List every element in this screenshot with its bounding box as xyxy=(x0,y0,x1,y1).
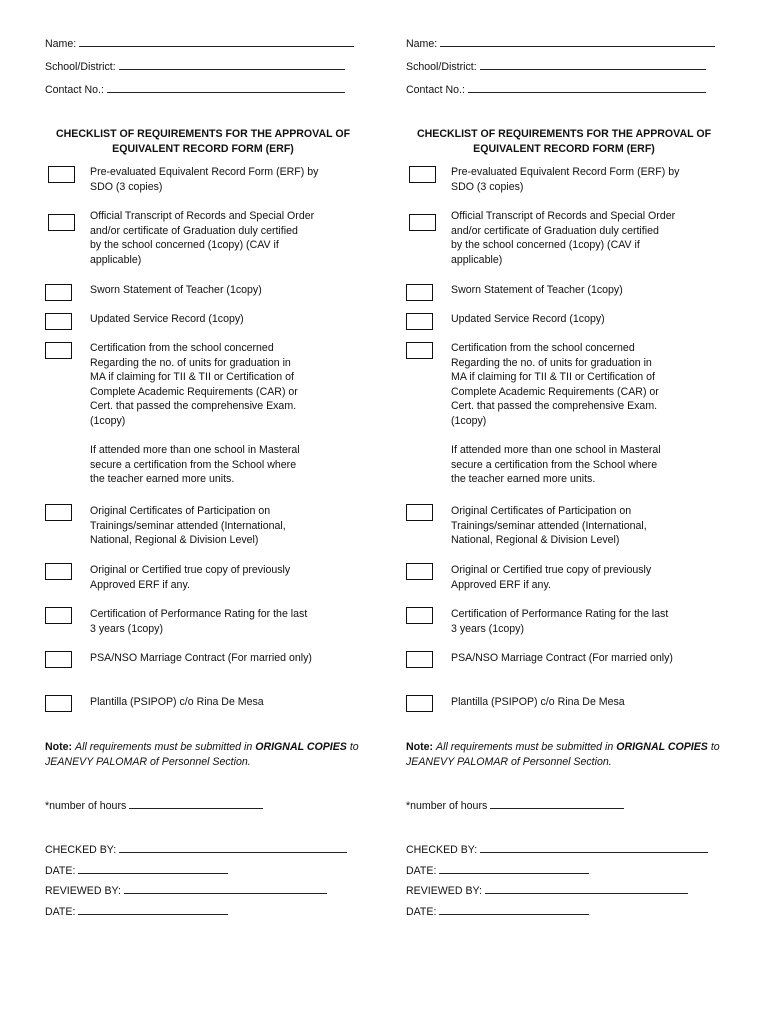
checklist-title: CHECKLIST OF REQUIREMENTS FOR THE APPROVAL OF EQUIVALENT RECORD FORM (ERF) xyxy=(55,128,351,155)
name-field[interactable] xyxy=(406,36,715,50)
checkbox-erf[interactable] xyxy=(48,166,75,183)
item-approved-erf: Original or Certified true copy of previously Approved ERF if any. xyxy=(451,564,652,591)
item-sworn-statement: Sworn Statement of Teacher (1copy) xyxy=(90,284,262,296)
school-district-label: School/District: xyxy=(406,61,477,73)
name-label: Name: xyxy=(45,38,77,50)
reviewed-by-line[interactable] xyxy=(485,883,688,894)
date-label: DATE: xyxy=(45,865,76,877)
item-sworn-statement: Sworn Statement of Teacher (1copy) xyxy=(451,284,623,296)
submission-note xyxy=(406,740,724,769)
date-line[interactable] xyxy=(78,863,228,874)
item-certificates-participation: Original Certificates of Participation on Trainings/seminar attended (International, National, Regional & Division Level) xyxy=(451,505,647,547)
contact-field[interactable] xyxy=(45,82,345,96)
item-approved-erf: Original or Certified true copy of previously Approved ERF if any. xyxy=(90,564,291,591)
checked-by-label: CHECKED BY: xyxy=(406,844,478,856)
item-plantilla: Plantilla (PSIPOP) c/o Rina De Mesa xyxy=(90,696,264,708)
hours-label: *number of hours xyxy=(45,800,127,812)
item-certificates-participation: Original Certificates of Participation on Trainings/seminar attended (International, National, Regional & Division Level) xyxy=(90,505,286,547)
hours-line[interactable] xyxy=(490,798,624,809)
hours-label: *number of hours xyxy=(406,800,488,812)
checkbox-marriage-contract[interactable] xyxy=(406,651,433,668)
item-marriage-contract: PSA/NSO Marriage Contract (For married only) xyxy=(90,652,312,664)
item-transcript: Official Transcript of Records and Special Order and/or certificate of Graduation duly certified by the school concerned (1copy) (CAV if applicable) xyxy=(90,210,315,266)
checklist-title: CHECKLIST OF REQUIREMENTS FOR THE APPROVAL OF EQUIVALENT RECORD FORM (ERF) xyxy=(416,128,712,155)
checkbox-certification-units[interactable] xyxy=(45,342,72,359)
item-erf: Pre-evaluated Equivalent Record Form (ERF) by SDO (3 copies) xyxy=(90,166,319,193)
item-plantilla: Plantilla (PSIPOP) c/o Rina De Mesa xyxy=(451,696,625,708)
contact-line[interactable] xyxy=(468,82,706,93)
date-line[interactable] xyxy=(439,863,589,874)
school-district-field[interactable] xyxy=(406,59,706,73)
school-district-line[interactable] xyxy=(480,59,706,70)
checkbox-certification-units[interactable] xyxy=(406,342,433,359)
checkbox-sworn-statement[interactable] xyxy=(45,284,72,301)
item-service-record: Updated Service Record (1copy) xyxy=(90,313,244,325)
name-line[interactable] xyxy=(79,36,354,47)
contact-field[interactable] xyxy=(406,82,706,96)
checkbox-performance-rating[interactable] xyxy=(45,607,72,624)
checklist-form-right xyxy=(406,0,736,1024)
checkbox-plantilla[interactable] xyxy=(406,695,433,712)
checked-by-field[interactable] xyxy=(406,842,708,856)
note-strong: ORIGNAL COPIES xyxy=(616,741,708,753)
checkbox-marriage-contract[interactable] xyxy=(45,651,72,668)
contact-label: Contact No.: xyxy=(406,84,465,96)
checkbox-approved-erf[interactable] xyxy=(45,563,72,580)
item-performance-rating: Certification of Performance Rating for the last 3 years (1copy) xyxy=(90,608,308,635)
name-line[interactable] xyxy=(440,36,715,47)
date-field-2[interactable] xyxy=(45,904,228,918)
note-strong: ORIGNAL COPIES xyxy=(255,741,347,753)
checkbox-certificates-participation[interactable] xyxy=(406,504,433,521)
contact-label: Contact No.: xyxy=(45,84,104,96)
reviewed-by-field[interactable] xyxy=(45,883,327,897)
school-district-field[interactable] xyxy=(45,59,345,73)
reviewed-by-field[interactable] xyxy=(406,883,688,897)
contact-line[interactable] xyxy=(107,82,345,93)
note-text-2: to JEANEVY PALOMAR of Personnel Section. xyxy=(406,741,720,768)
checkbox-certificates-participation[interactable] xyxy=(45,504,72,521)
note-label: Note: xyxy=(406,741,434,753)
submission-note xyxy=(45,740,363,769)
item-erf: Pre-evaluated Equivalent Record Form (ERF) by SDO (3 copies) xyxy=(451,166,680,193)
reviewed-by-label: REVIEWED BY: xyxy=(45,885,121,897)
checkbox-transcript[interactable] xyxy=(409,214,436,231)
checkbox-service-record[interactable] xyxy=(406,313,433,330)
date-label: DATE: xyxy=(45,906,76,918)
date-field-1[interactable] xyxy=(406,863,589,877)
item-certification-units: Certification from the school concerned Regarding the no. of units for graduation in MA if claiming for TII & TII or Certification of Complete Academic Requirements (CAR) or Cert. that passed the comprehensive Exam. (1copy) If attended more than one school in Masteral secure a certification from the School where the teacher earned more units. xyxy=(90,342,300,486)
note-text-1: All requirements must be submitted in xyxy=(436,741,614,753)
hours-field[interactable] xyxy=(45,798,263,812)
checklist-form-left xyxy=(45,0,375,1024)
note-label: Note: xyxy=(45,741,73,753)
item-performance-rating: Certification of Performance Rating for the last 3 years (1copy) xyxy=(451,608,669,635)
school-district-label: School/District: xyxy=(45,61,116,73)
checked-by-field[interactable] xyxy=(45,842,347,856)
date-label: DATE: xyxy=(406,906,437,918)
date-label: DATE: xyxy=(406,865,437,877)
checkbox-approved-erf[interactable] xyxy=(406,563,433,580)
checkbox-erf[interactable] xyxy=(409,166,436,183)
checkbox-transcript[interactable] xyxy=(48,214,75,231)
date-line[interactable] xyxy=(78,904,228,915)
name-field[interactable] xyxy=(45,36,354,50)
date-line[interactable] xyxy=(439,904,589,915)
item-service-record: Updated Service Record (1copy) xyxy=(451,313,605,325)
checkbox-sworn-statement[interactable] xyxy=(406,284,433,301)
reviewed-by-label: REVIEWED BY: xyxy=(406,885,482,897)
note-text-1: All requirements must be submitted in xyxy=(75,741,253,753)
hours-field[interactable] xyxy=(406,798,624,812)
note-text-2: to JEANEVY PALOMAR of Personnel Section. xyxy=(45,741,359,768)
item-certification-units: Certification from the school concerned Regarding the no. of units for graduation in MA if claiming for TII & TII or Certification of Complete Academic Requirements (CAR) or Cert. that passed the comprehensive Exam. (1copy) If attended more than one school in Masteral secure a certification from the School where the teacher earned more units. xyxy=(451,342,661,486)
hours-line[interactable] xyxy=(129,798,263,809)
school-district-line[interactable] xyxy=(119,59,345,70)
date-field-2[interactable] xyxy=(406,904,589,918)
item-marriage-contract: PSA/NSO Marriage Contract (For married only) xyxy=(451,652,673,664)
checkbox-plantilla[interactable] xyxy=(45,695,72,712)
item-transcript: Official Transcript of Records and Special Order and/or certificate of Graduation duly certified by the school concerned (1copy) (CAV if applicable) xyxy=(451,210,676,266)
checkbox-service-record[interactable] xyxy=(45,313,72,330)
checked-by-line[interactable] xyxy=(119,842,347,853)
reviewed-by-line[interactable] xyxy=(124,883,327,894)
date-field-1[interactable] xyxy=(45,863,228,877)
name-label: Name: xyxy=(406,38,438,50)
checkbox-performance-rating[interactable] xyxy=(406,607,433,624)
checked-by-label: CHECKED BY: xyxy=(45,844,117,856)
checked-by-line[interactable] xyxy=(480,842,708,853)
